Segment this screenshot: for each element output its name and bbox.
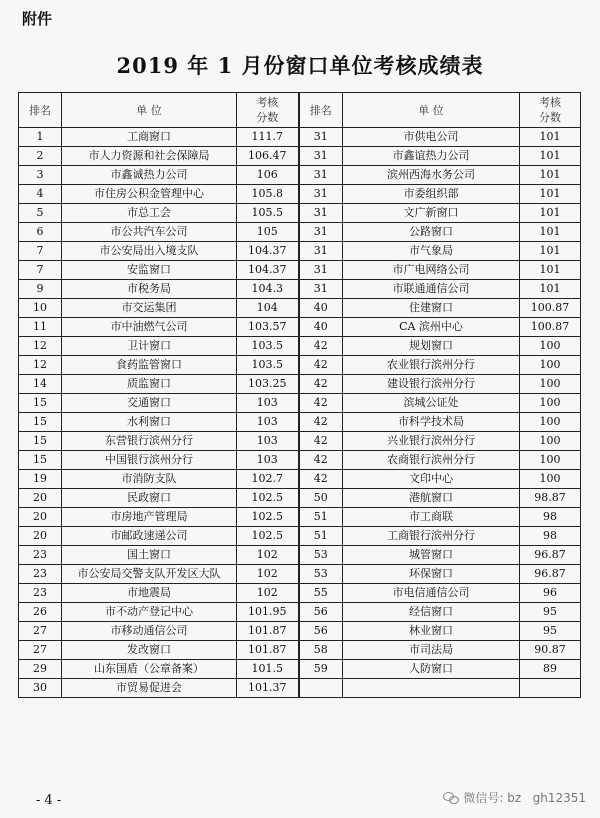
table-row: [19, 204, 581, 223]
cell-score-left: 101.87: [237, 641, 299, 660]
cell-unit-right: 住建窗口: [343, 299, 520, 318]
cell-rank-right: 51: [299, 508, 343, 527]
table-row: [19, 565, 581, 584]
cell-rank-right: 42: [299, 337, 343, 356]
cell-unit-right: 市广电网络公司: [343, 261, 520, 280]
table-row: [19, 223, 581, 242]
cell-unit-left: 国土窗口: [62, 546, 237, 565]
table-row: [19, 470, 581, 489]
table-row: [19, 641, 581, 660]
cell-score-left: 102.5: [237, 508, 299, 527]
cell-rank-right: 53: [299, 546, 343, 565]
cell-score-left: 103: [237, 451, 299, 470]
cell-unit-left: 山东国盾（公章备案）: [62, 660, 237, 679]
cell-score-left: 102.7: [237, 470, 299, 489]
cell-unit-left: 市鑫诚热力公司: [62, 166, 237, 185]
cell-unit-left: 市公共汽车公司: [62, 223, 237, 242]
cell-rank-left: 12: [19, 337, 62, 356]
cell-score-left: 101.5: [237, 660, 299, 679]
cell-score-left: 105.5: [237, 204, 299, 223]
cell-unit-left: 市不动产登记中心: [62, 603, 237, 622]
cell-rank-left: 29: [19, 660, 62, 679]
cell-score-left: 101.37: [237, 679, 299, 698]
cell-unit-left: 水利窗口: [62, 413, 237, 432]
cell-rank-left: 15: [19, 451, 62, 470]
cell-unit-right: 文印中心: [343, 470, 520, 489]
cell-rank-right: 31: [299, 280, 343, 299]
cell-unit-left: 市住房公积金管理中心: [62, 185, 237, 204]
cell-unit-right: 市鑫谊热力公司: [343, 147, 520, 166]
cell-rank-left: 23: [19, 584, 62, 603]
cell-unit-right: 市电信通信公司: [343, 584, 520, 603]
cell-unit-left: 市贸易促进会: [62, 679, 237, 698]
cell-rank-left: 30: [19, 679, 62, 698]
cell-score-right: [520, 679, 581, 698]
cell-unit-left: 工商窗口: [62, 128, 237, 147]
cell-unit-right: 人防窗口: [343, 660, 520, 679]
cell-score-right: 101: [520, 280, 581, 299]
scores-table: [18, 92, 581, 698]
cell-unit-right: 规划窗口: [343, 337, 520, 356]
cell-unit-left: 东营银行滨州分行: [62, 432, 237, 451]
cell-score-left: 104: [237, 299, 299, 318]
cell-rank-right: 42: [299, 432, 343, 451]
annex-label: 附件: [22, 10, 53, 28]
table-row: [19, 147, 581, 166]
cell-unit-right: 市科学技术局: [343, 413, 520, 432]
cell-score-right: 100: [520, 413, 581, 432]
cell-unit-right: 市工商联: [343, 508, 520, 527]
col-header-unit-right: 单 位: [343, 93, 520, 128]
cell-rank-right: 50: [299, 489, 343, 508]
cell-score-right: 101: [520, 242, 581, 261]
cell-score-left: 103.5: [237, 337, 299, 356]
cell-score-right: 100.87: [520, 318, 581, 337]
cell-rank-left: 23: [19, 565, 62, 584]
cell-rank-right: 31: [299, 261, 343, 280]
cell-score-right: 101: [520, 261, 581, 280]
cell-score-right: 100: [520, 451, 581, 470]
cell-unit-right: 工商银行滨州分行: [343, 527, 520, 546]
cell-score-right: 96.87: [520, 565, 581, 584]
table-row: [19, 603, 581, 622]
cell-rank-left: 14: [19, 375, 62, 394]
table-header-row: [19, 93, 581, 128]
cell-score-right: 98.87: [520, 489, 581, 508]
cell-rank-left: 23: [19, 546, 62, 565]
cell-score-left: 104.3: [237, 280, 299, 299]
cell-rank-left: 20: [19, 489, 62, 508]
cell-rank-left: 27: [19, 641, 62, 660]
cell-score-left: 106: [237, 166, 299, 185]
cell-score-left: 103: [237, 432, 299, 451]
cell-score-left: 102: [237, 565, 299, 584]
cell-rank-left: 15: [19, 394, 62, 413]
cell-unit-right: 林业窗口: [343, 622, 520, 641]
cell-unit-right: 文广新窗口: [343, 204, 520, 223]
cell-unit-left: 中国银行滨州分行: [62, 451, 237, 470]
cell-unit-right: 市气象局: [343, 242, 520, 261]
cell-rank-right: 42: [299, 413, 343, 432]
cell-rank-left: 1: [19, 128, 62, 147]
cell-unit-right: CA 滨州中心: [343, 318, 520, 337]
cell-score-left: 103.5: [237, 356, 299, 375]
table-row: [19, 337, 581, 356]
table-row: [19, 508, 581, 527]
table-row: [19, 242, 581, 261]
cell-rank-left: 11: [19, 318, 62, 337]
cell-rank-left: 15: [19, 432, 62, 451]
col-header-rank-left: 排名: [19, 93, 62, 128]
cell-rank-left: 7: [19, 261, 62, 280]
cell-score-right: 96.87: [520, 546, 581, 565]
table-row: [19, 432, 581, 451]
cell-unit-left: 市中油燃气公司: [62, 318, 237, 337]
cell-unit-right: 市联通通信公司: [343, 280, 520, 299]
cell-unit-left: 市消防支队: [62, 470, 237, 489]
cell-rank-right: 42: [299, 394, 343, 413]
cell-unit-right: 城管窗口: [343, 546, 520, 565]
cell-score-left: 111.7: [237, 128, 299, 147]
cell-rank-left: 12: [19, 356, 62, 375]
cell-unit-right: 市司法局: [343, 641, 520, 660]
cell-rank-right: 31: [299, 242, 343, 261]
cell-score-right: 95: [520, 603, 581, 622]
cell-rank-left: 4: [19, 185, 62, 204]
cell-unit-left: 市交运集团: [62, 299, 237, 318]
cell-score-right: 101: [520, 185, 581, 204]
cell-score-right: 100: [520, 375, 581, 394]
cell-unit-right: 滨城公证处: [343, 394, 520, 413]
col-header-score-right: 考核 分数: [520, 93, 581, 128]
cell-rank-right: 42: [299, 375, 343, 394]
cell-score-right: 98: [520, 508, 581, 527]
wechat-icon: [443, 791, 459, 805]
cell-score-left: 103.25: [237, 375, 299, 394]
cell-unit-left: 民政窗口: [62, 489, 237, 508]
col-header-unit-left: 单 位: [62, 93, 237, 128]
cell-unit-right: 公路窗口: [343, 223, 520, 242]
cell-unit-left: 市公安局交警支队开发区大队: [62, 565, 237, 584]
cell-rank-right: 42: [299, 356, 343, 375]
table-row: [19, 413, 581, 432]
cell-rank-right: 56: [299, 603, 343, 622]
table-row: [19, 356, 581, 375]
cell-rank-right: 31: [299, 185, 343, 204]
cell-score-right: 101: [520, 204, 581, 223]
cell-score-left: 101.87: [237, 622, 299, 641]
cell-rank-left: 26: [19, 603, 62, 622]
table-row: [19, 584, 581, 603]
cell-unit-right: [343, 679, 520, 698]
cell-score-left: 106.47: [237, 147, 299, 166]
cell-rank-left: 7: [19, 242, 62, 261]
cell-unit-left: 市公安局出入境支队: [62, 242, 237, 261]
cell-score-left: 103.57: [237, 318, 299, 337]
cell-rank-right: 56: [299, 622, 343, 641]
cell-unit-right: 建设银行滨州分行: [343, 375, 520, 394]
cell-score-right: 101: [520, 223, 581, 242]
cell-rank-right: 55: [299, 584, 343, 603]
cell-rank-right: 31: [299, 147, 343, 166]
wechat-watermark: [443, 789, 586, 806]
cell-score-right: 100: [520, 432, 581, 451]
cell-unit-left: 市地震局: [62, 584, 237, 603]
cell-score-left: 102.5: [237, 527, 299, 546]
cell-score-right: 101: [520, 166, 581, 185]
cell-score-right: 96: [520, 584, 581, 603]
cell-score-left: 103: [237, 413, 299, 432]
table-row: [19, 318, 581, 337]
page-number: - 4 -: [36, 793, 62, 808]
cell-rank-left: 6: [19, 223, 62, 242]
cell-rank-right: [299, 679, 343, 698]
col-header-score-left: 考核 分数: [237, 93, 299, 128]
cell-score-left: 105: [237, 223, 299, 242]
table-row: [19, 546, 581, 565]
cell-rank-left: 2: [19, 147, 62, 166]
cell-score-left: 101.95: [237, 603, 299, 622]
col-header-rank-right: 排名: [299, 93, 343, 128]
cell-score-right: 90.87: [520, 641, 581, 660]
cell-unit-left: 市人力资源和社会保障局: [62, 147, 237, 166]
page-title: 2019 年 1 月份窗口单位考核成绩表: [116, 53, 484, 78]
cell-unit-right: 农商银行滨州分行: [343, 451, 520, 470]
cell-unit-left: 卫计窗口: [62, 337, 237, 356]
cell-score-right: 101: [520, 128, 581, 147]
cell-score-right: 100: [520, 470, 581, 489]
cell-unit-left: 市税务局: [62, 280, 237, 299]
cell-score-left: 102: [237, 584, 299, 603]
table-row: [19, 489, 581, 508]
cell-score-right: 95: [520, 622, 581, 641]
cell-score-right: 100.87: [520, 299, 581, 318]
table-row: [19, 166, 581, 185]
table-row: [19, 261, 581, 280]
cell-rank-right: 42: [299, 451, 343, 470]
cell-score-left: 105.8: [237, 185, 299, 204]
cell-rank-right: 31: [299, 204, 343, 223]
table-row: [19, 451, 581, 470]
cell-rank-right: 42: [299, 470, 343, 489]
cell-rank-right: 31: [299, 166, 343, 185]
cell-score-right: 100: [520, 394, 581, 413]
table-row: [19, 185, 581, 204]
table-row: [19, 280, 581, 299]
table-row: [19, 128, 581, 147]
cell-score-left: 104.37: [237, 261, 299, 280]
cell-unit-right: 环保窗口: [343, 565, 520, 584]
cell-unit-right: 兴业银行滨州分行: [343, 432, 520, 451]
cell-unit-left: 质监窗口: [62, 375, 237, 394]
cell-unit-left: 发改窗口: [62, 641, 237, 660]
cell-score-right: 100: [520, 356, 581, 375]
cell-unit-left: 安监窗口: [62, 261, 237, 280]
cell-score-left: 102.5: [237, 489, 299, 508]
cell-score-left: 102: [237, 546, 299, 565]
cell-rank-left: 27: [19, 622, 62, 641]
cell-unit-right: 经信窗口: [343, 603, 520, 622]
cell-unit-right: 市供电公司: [343, 128, 520, 147]
table-row: [19, 299, 581, 318]
cell-rank-right: 31: [299, 128, 343, 147]
cell-score-left: 103: [237, 394, 299, 413]
cell-unit-left: 市房地产管理局: [62, 508, 237, 527]
cell-rank-left: 15: [19, 413, 62, 432]
cell-rank-right: 31: [299, 223, 343, 242]
table-row: [19, 660, 581, 679]
cell-score-left: 104.37: [237, 242, 299, 261]
cell-rank-left: 19: [19, 470, 62, 489]
cell-rank-right: 58: [299, 641, 343, 660]
table-row: [19, 394, 581, 413]
cell-rank-left: 20: [19, 508, 62, 527]
cell-rank-right: 51: [299, 527, 343, 546]
cell-rank-right: 40: [299, 318, 343, 337]
table-row: [19, 679, 581, 698]
cell-rank-left: 9: [19, 280, 62, 299]
cell-unit-left: 市邮政速递公司: [62, 527, 237, 546]
cell-rank-left: 5: [19, 204, 62, 223]
cell-unit-right: 港航窗口: [343, 489, 520, 508]
cell-rank-left: 20: [19, 527, 62, 546]
cell-rank-right: 59: [299, 660, 343, 679]
cell-unit-right: 滨州西海水务公司: [343, 166, 520, 185]
cell-score-right: 101: [520, 147, 581, 166]
wechat-id: 微信号: bz gh12351: [463, 791, 586, 805]
cell-rank-left: 3: [19, 166, 62, 185]
cell-unit-right: 农业银行滨州分行: [343, 356, 520, 375]
cell-unit-left: 市总工会: [62, 204, 237, 223]
table-row: [19, 527, 581, 546]
cell-unit-right: 市委组织部: [343, 185, 520, 204]
cell-unit-left: 市移动通信公司: [62, 622, 237, 641]
cell-unit-left: 交通窗口: [62, 394, 237, 413]
table-row: [19, 375, 581, 394]
table-row: [19, 622, 581, 641]
cell-score-right: 98: [520, 527, 581, 546]
cell-unit-left: 食药监管窗口: [62, 356, 237, 375]
cell-rank-left: 10: [19, 299, 62, 318]
cell-score-right: 89: [520, 660, 581, 679]
cell-rank-right: 40: [299, 299, 343, 318]
cell-rank-right: 53: [299, 565, 343, 584]
cell-score-right: 100: [520, 337, 581, 356]
